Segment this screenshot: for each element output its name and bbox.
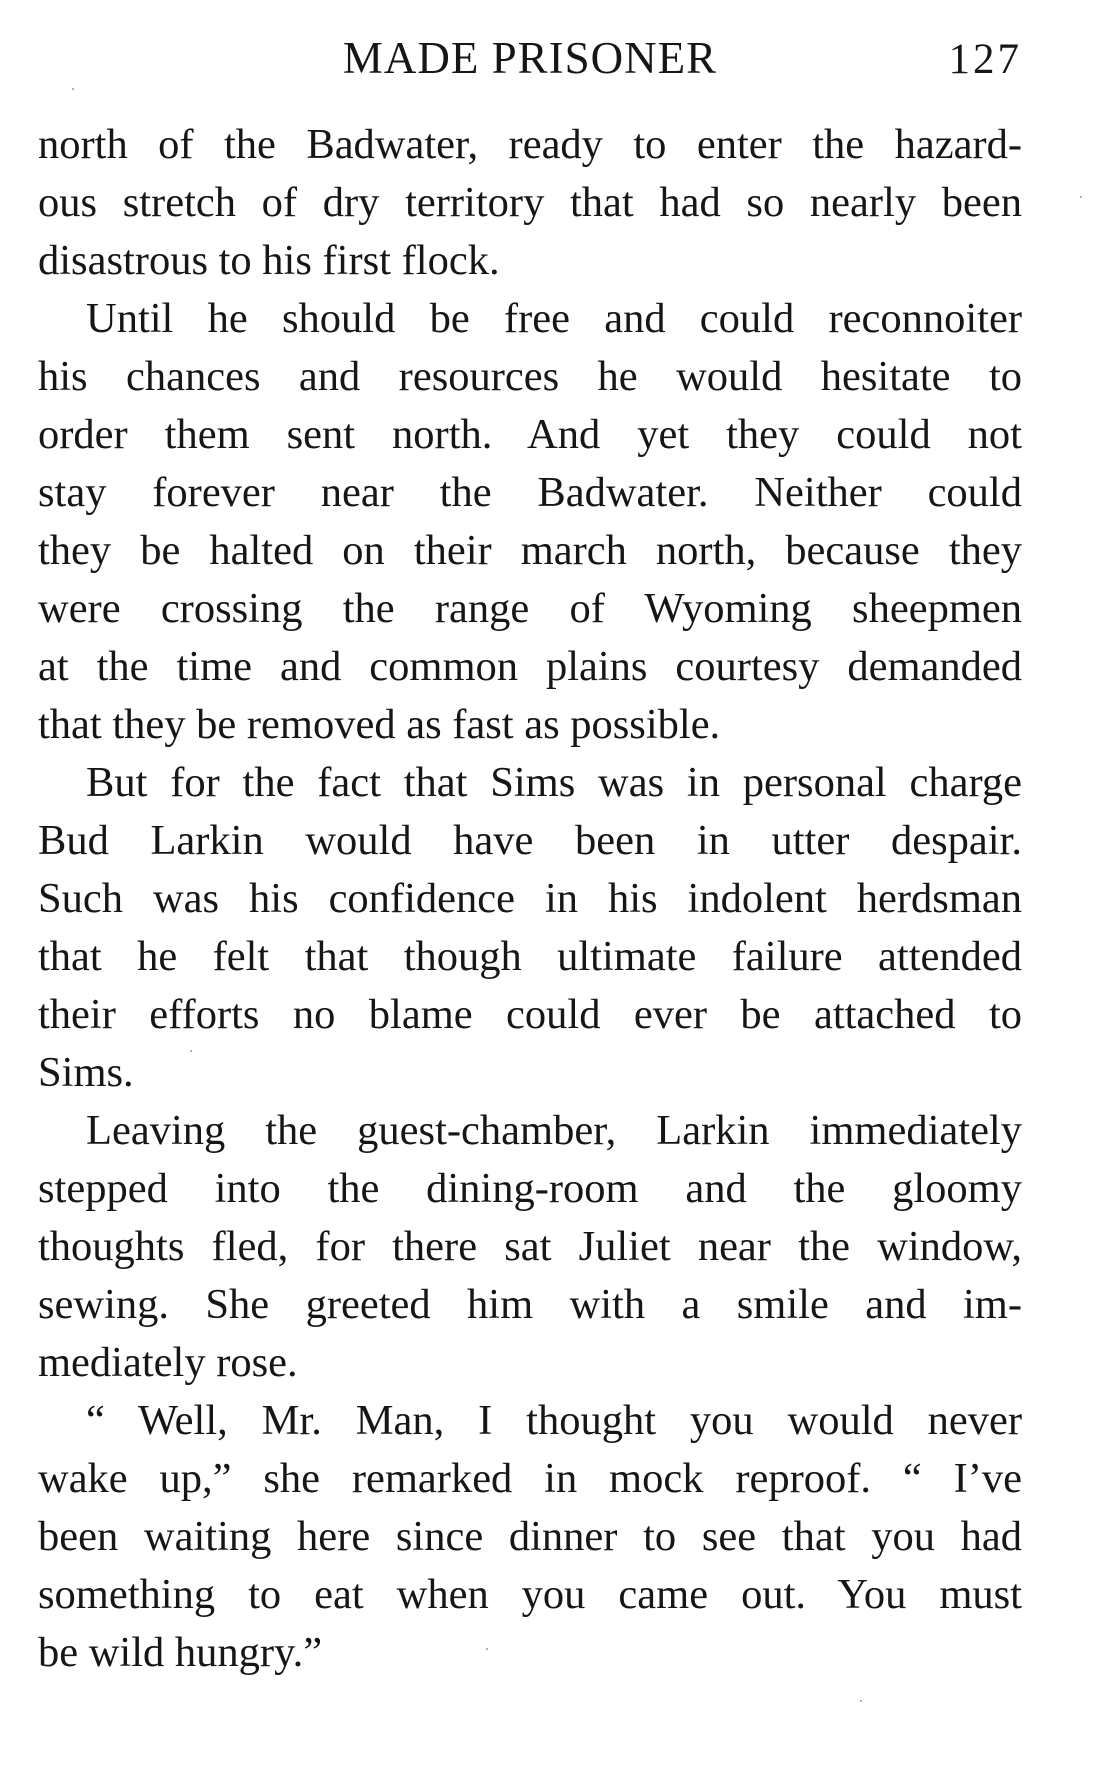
text-line: Leaving the guest-chamber, Larkin immediately — [86, 1107, 1022, 1154]
text-line: that they be removed as fast as possible. — [38, 701, 721, 748]
text-line: been waiting here since dinner to see that you had — [38, 1513, 1022, 1560]
text-line: But for the fact that Sims was in personal charge — [86, 759, 1022, 806]
text-line: his chances and resources he would hesitate to — [38, 353, 1022, 400]
text-line: stepped into the dining-room and the gloomy — [38, 1165, 1022, 1212]
paper-speck — [1080, 196, 1082, 198]
text-line: mediately rose. — [38, 1339, 298, 1386]
text-line: Sims. — [38, 1049, 134, 1096]
text-line: “ Well, Mr. Man, I thought you would never — [86, 1397, 1022, 1444]
text-line: their efforts no blame could ever be attached to — [38, 991, 1022, 1038]
text-line: order them sent north. And yet they could not — [38, 411, 1022, 458]
text-line: were crossing the range of Wyoming sheepmen — [38, 585, 1022, 632]
paragraph-1 — [38, 116, 1022, 290]
text-line: wake up,” she remarked in mock reproof. “ I’ve — [38, 1455, 1022, 1502]
paper-speck — [72, 88, 74, 90]
paragraph-3 — [38, 754, 1022, 1102]
paragraph-5 — [38, 1392, 1022, 1682]
page-number: 127 — [948, 36, 1022, 83]
text-line: Until he should be free and could reconnoiter — [86, 295, 1022, 342]
paper-speck — [190, 1050, 192, 1052]
text-line: north of the Badwater, ready to enter the hazard- — [38, 121, 1022, 168]
text-line: that he felt that though ultimate failure attended — [38, 933, 1022, 980]
paragraph-4 — [38, 1102, 1022, 1392]
paragraph-2 — [38, 290, 1022, 754]
text-line: ous stretch of dry territory that had so nearly been — [38, 179, 1022, 226]
paper-speck — [486, 1648, 488, 1650]
text-line: sewing. She greeted him with a smile and im- — [38, 1281, 1022, 1328]
paper-speck — [860, 1700, 862, 1702]
running-head — [38, 28, 1022, 88]
text-line: be wild hungry.” — [38, 1629, 323, 1676]
text-line: Such was his confidence in his indolent herdsman — [38, 875, 1022, 922]
text-line: stay forever near the Badwater. Neither could — [38, 469, 1022, 516]
text-line: thoughts fled, for there sat Juliet near the window, — [38, 1223, 1022, 1270]
text-line: they be halted on their march north, because they — [38, 527, 1022, 574]
text-line: at the time and common plains courtesy demanded — [38, 643, 1022, 690]
chapter-title: MADE PRISONER — [342, 33, 718, 83]
text-line: something to eat when you came out. You must — [38, 1571, 1022, 1618]
text-line: Bud Larkin would have been in utter despair. — [38, 817, 1022, 864]
text-line: disastrous to his first flock. — [38, 237, 500, 284]
body-text — [38, 116, 1022, 1682]
